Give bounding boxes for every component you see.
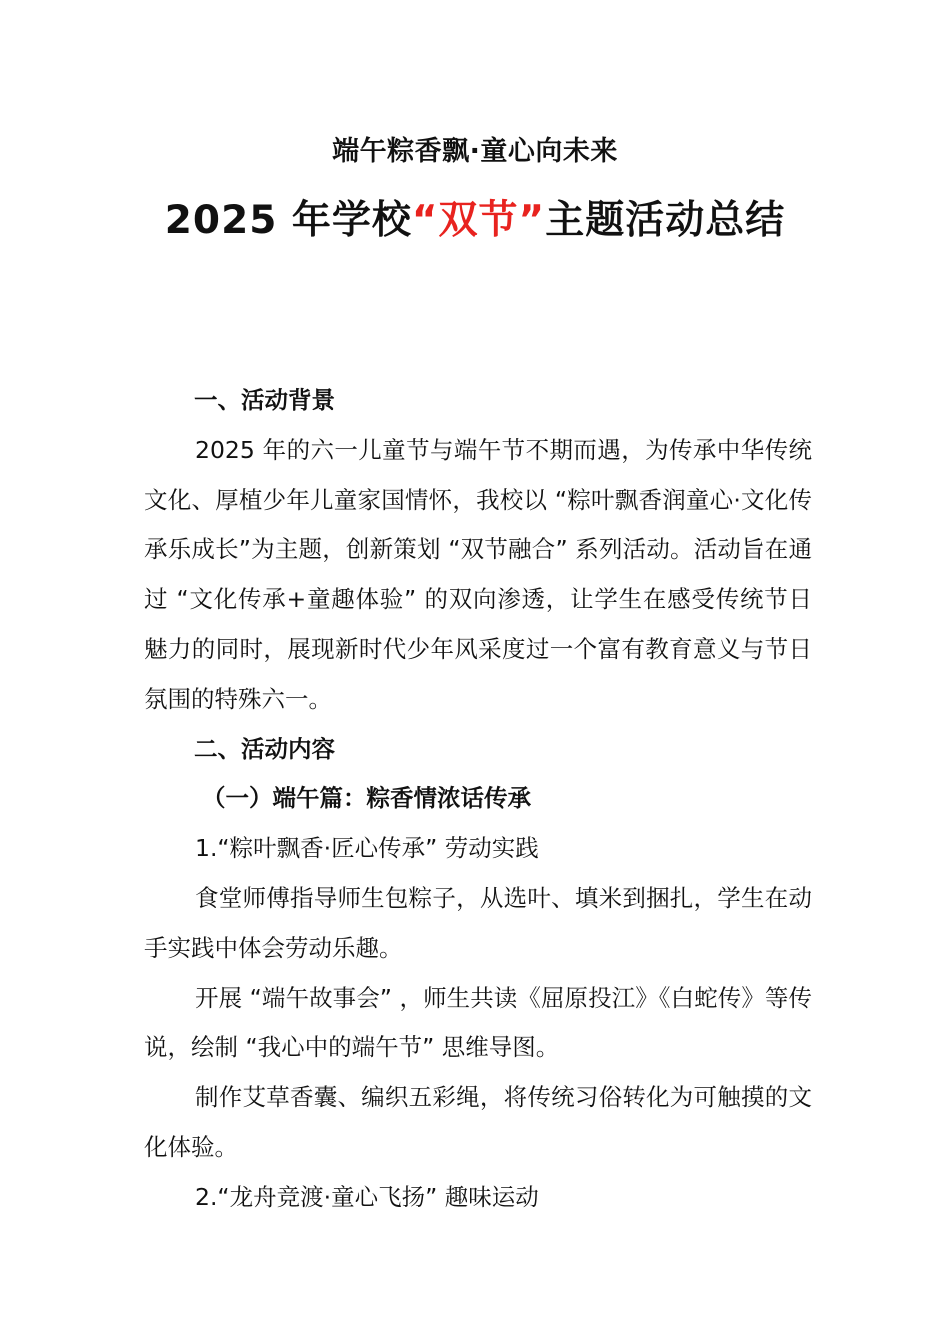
- item-1-title: 1.“粽叶飘香·匠心传承” 劳动实践: [195, 834, 539, 863]
- title-highlight: “双节”: [411, 198, 546, 243]
- background-paragraph: 2025 年的六一儿童节与端午节不期而遇，为传承中华传统文化、厚植少年儿童家国情怀，我校以 “粽叶飘香润童心·文化传承乐成长”为主题，创新策划 “双节融合” 系列活动。活动旨在通过 “文化传承+童趣体验” 的双向渗透，让学生在感受传统节日魅力的同时，展现新时代少年风采度过一个富有教育意义与节日氛围的特殊六一。: [144, 435, 812, 713]
- item-1-paragraph-3: 制作艾草香囊、编织五彩绳，将传统习俗转化为可触摸的文化体验。: [144, 1083, 812, 1161]
- section-heading-background: 一、活动背景: [194, 386, 335, 414]
- item-1-paragraph-2: 开展 “端午故事会” ，师生共读《屈原投江》《白蛇传》等传说，绘制 “我心中的端午节” 思维导图。: [144, 983, 812, 1062]
- document-body: [144, 376, 812, 1223]
- section-heading-content: 二、活动内容: [194, 734, 335, 763]
- document-title: [140, 186, 810, 256]
- item-1-paragraph-1: 食堂师傅指导师生包粽子，从选叶、填米到捆扎，学生在动手实践中体会劳动乐趣。: [144, 883, 812, 962]
- document-subtitle: 端午粽香飘·童心向未来: [332, 136, 618, 167]
- item-2-title: 2.“龙舟竞渡·童心飞扬” 趣味运动: [195, 1182, 539, 1211]
- title-part-1: 2025 年学校: [164, 198, 412, 243]
- title-part-2: 主题活动总结: [545, 198, 786, 243]
- subsection-heading-duanwu: （一）端午篇：粽香情浓话传承: [202, 784, 531, 813]
